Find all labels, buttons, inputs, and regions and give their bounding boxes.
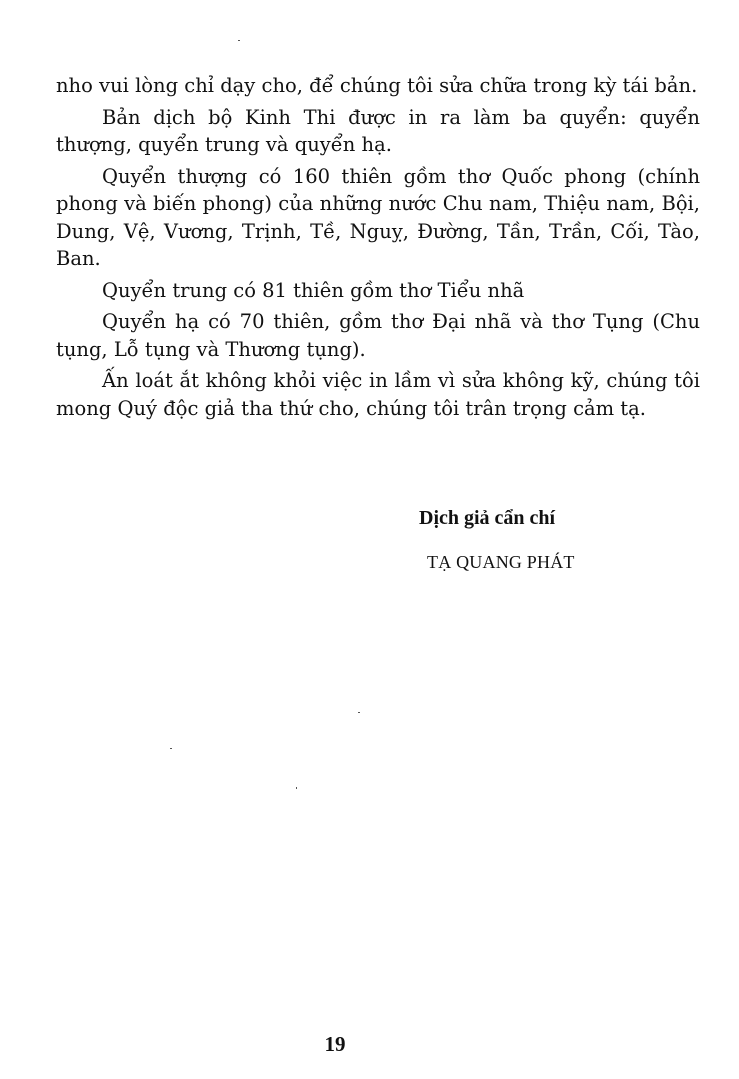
print-speck [170,748,172,749]
translator-name: TẠ QUANG PHÁT [427,552,575,572]
body-text [56,72,700,426]
paragraph-apology: Ấn loát ắt không khỏi việc in lầm vì sửa không kỹ, chúng tôi mong Quý độc giả tha thứ cho, chúng tôi trân trọng cảm tạ. [56,369,700,420]
print-speck [358,712,360,713]
page-number: 19 [324,1032,346,1056]
paragraph-continuation: nho vui lòng chỉ dạy cho, để chúng tôi sửa chữa trong kỳ tái bản. [56,74,698,97]
print-speck [238,40,240,41]
print-speck [296,787,297,789]
signature-title: Dịch giả cẩn chí [419,507,556,529]
signature-block [419,507,699,573]
paragraph-volume-three: Quyển hạ có 70 thiên, gồm thơ Đại nhã và thơ Tụng (Chu tụng, Lỗ tụng và Thương tụng). [56,310,700,361]
paragraph-volume-two: Quyển trung có 81 thiên gồm thơ Tiểu nhã [102,278,525,302]
paragraph-volume-one: Quyển thượng có 160 thiên gồm thơ Quốc phong (chính phong và biến phong) của những nước Chu nam, Thiệu nam, Bội, Dung, Vệ, Vương, Trịnh, Tề, Nguỵ, Đường, Tần, Trần, Cối, Tào, Ban. [56,164,700,270]
paragraph-translation-volumes: Bản dịch bộ Kinh Thi được in ra làm ba quyển: quyển thượng, quyển trung và quyển hạ. [56,105,700,156]
